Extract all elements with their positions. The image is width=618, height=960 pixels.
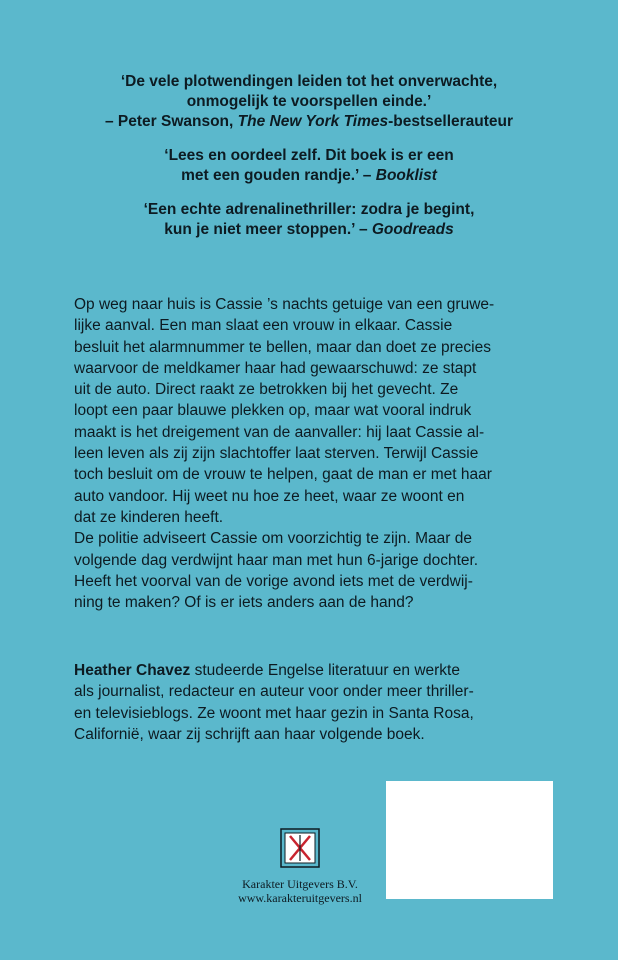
synopsis-line: loopt een paar blauwe plekken op, maar wat vooral indruk <box>74 402 472 420</box>
quote-swanson <box>60 72 558 132</box>
publisher-name: Karakter Uitgevers B.V. <box>242 877 358 891</box>
author-bio-line: Californië, waar zij schrijft aan haar volgende boek. <box>74 725 425 743</box>
review-quotes <box>60 72 558 254</box>
synopsis-line: De politie adviseert Cassie om voorzichtig te zijn. Maar de <box>74 530 473 548</box>
attribution-source: Goodreads <box>371 221 454 238</box>
synopsis-line: Heeft het voorval van de vorige avond iets met de verdwij- <box>74 572 473 590</box>
quote-line: ‘De vele plotwendingen leiden tot het onverwachte, <box>120 73 498 90</box>
attribution-suffix: -bestsellerauteur <box>388 113 514 130</box>
author-bio-line <box>74 660 564 681</box>
synopsis-line: besluit het alarmnummer te bellen, maar dan doet ze precies <box>74 338 491 356</box>
attribution-prefix: met een gouden randje.’ – <box>181 167 376 184</box>
publisher-logo-icon <box>278 826 322 870</box>
quote-line: ‘Lees en oordeel zelf. Dit boek is er een <box>164 147 454 164</box>
author-bio <box>74 660 564 745</box>
attribution-source: Booklist <box>375 167 437 184</box>
publisher-website: www.karakteruitgevers.nl <box>238 891 362 905</box>
synopsis-line: volgende dag verdwijnt haar man met hun 6-jarige dochter. <box>74 551 479 569</box>
barcode-area <box>386 781 553 899</box>
synopsis-line: dat ze kinderen heeft. <box>74 508 224 526</box>
synopsis-line: leen leven als zij zijn slachtoffer laat sterven. Terwijl Cassie <box>74 445 479 463</box>
synopsis-line: uit de auto. Direct raakt ze betrokken bij het gevecht. Ze <box>74 381 459 399</box>
quote-attribution <box>60 166 558 186</box>
publisher-block <box>200 826 400 905</box>
quote-booklist <box>60 146 558 186</box>
author-name: Heather Chavez <box>74 662 191 679</box>
synopsis-line: waarvoor de meldkamer haar had gewaarschuwd: ze stapt <box>74 359 477 377</box>
attribution-source: The New York Times <box>237 113 389 130</box>
attribution-prefix: – Peter Swanson, <box>104 113 238 130</box>
synopsis-line: ning te maken? Of is er iets anders aan de hand? <box>74 594 414 612</box>
synopsis-line: toch besluit om de vrouw te helpen, gaat de man er met haar <box>74 466 492 484</box>
synopsis-line: Op weg naar huis is Cassie ’s nachts getuige van een gruwe- <box>74 296 495 313</box>
attribution-prefix: kun je niet meer stoppen.’ – <box>164 221 372 238</box>
quote-attribution <box>60 112 558 132</box>
synopsis-line: lijke aanval. Een man slaat een vrouw in elkaar. Cassie <box>74 317 453 335</box>
synopsis <box>74 294 564 613</box>
quote-line: onmogelijk te voorspellen einde.’ <box>186 93 432 110</box>
author-bio-text: studeerde Engelse literatuur en werkte <box>190 662 460 679</box>
synopsis-line: maakt is het dreigement van de aanvaller: hij laat Cassie al- <box>74 423 485 441</box>
synopsis-line: auto vandoor. Hij weet nu hoe ze heet, waar ze woont en <box>74 487 465 505</box>
author-bio-line: als journalist, redacteur en auteur voor onder meer thriller- <box>74 683 474 701</box>
quote-line: ‘Een echte adrenalinethriller: zodra je begint, <box>143 201 475 218</box>
quote-goodreads <box>60 200 558 240</box>
author-bio-line: en televisieblogs. Ze woont met haar gezin in Santa Rosa, <box>74 704 474 722</box>
quote-attribution <box>60 220 558 240</box>
